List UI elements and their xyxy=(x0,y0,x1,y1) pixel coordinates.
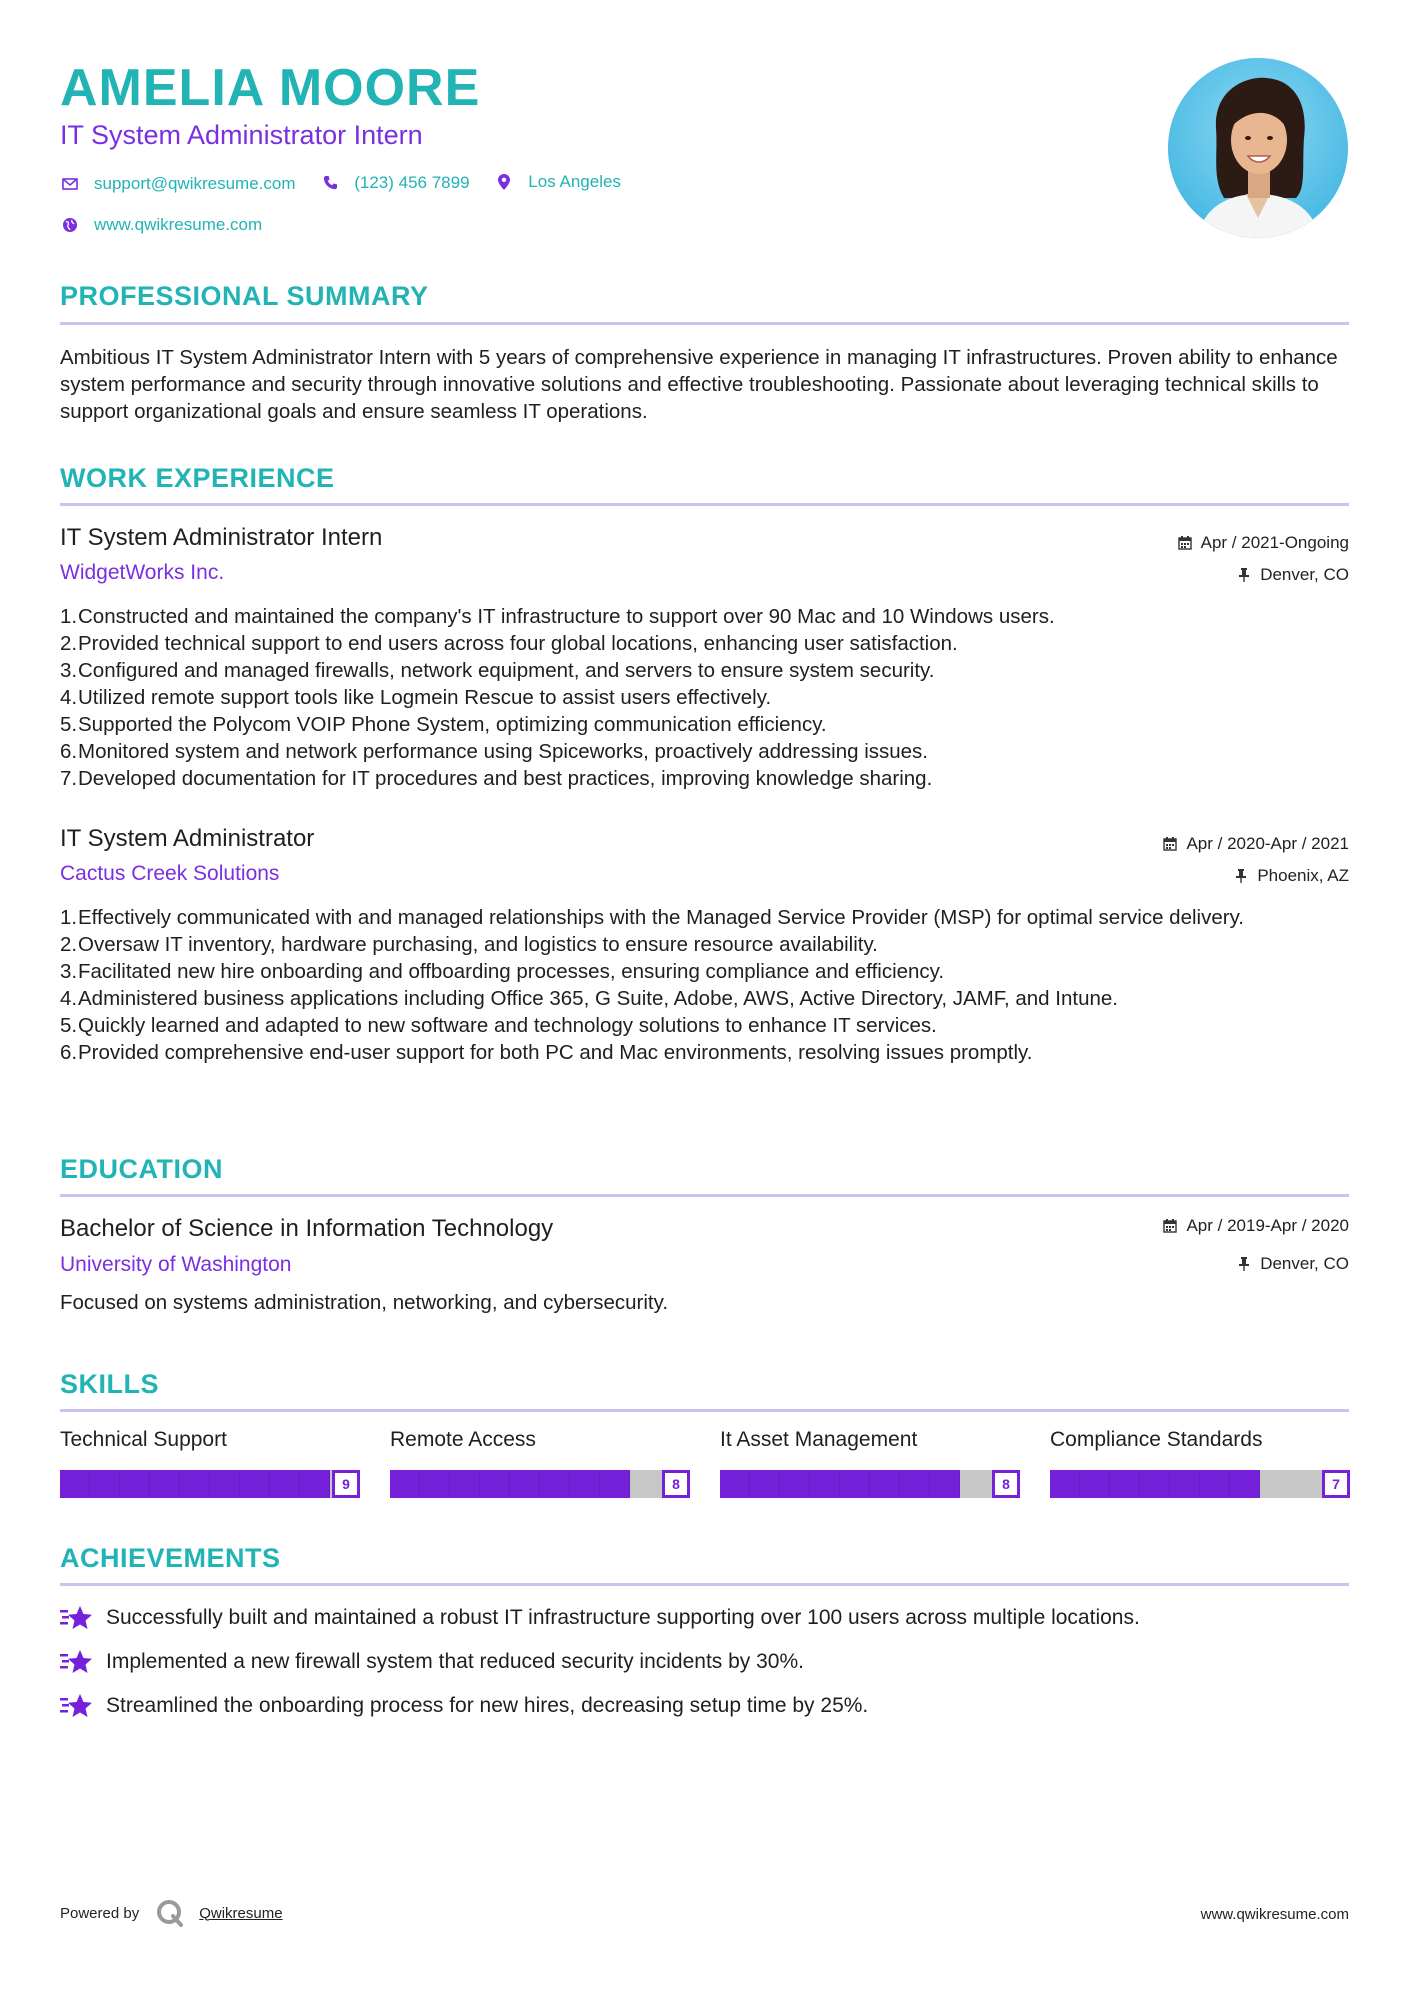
star-icon xyxy=(60,1604,94,1632)
phone-icon xyxy=(320,173,340,193)
section-divider xyxy=(60,1409,1349,1412)
skill-bar-segment xyxy=(720,1470,750,1498)
list-item xyxy=(60,931,1350,958)
list-number: 2. xyxy=(60,632,78,655)
section-divider xyxy=(60,1194,1349,1197)
job-location-text: Phoenix, AZ xyxy=(1257,866,1349,885)
pushpin-icon xyxy=(1236,1256,1252,1272)
skill-bar-segment xyxy=(120,1470,150,1498)
skill-bar-segment xyxy=(900,1470,930,1498)
skill-score-badge: 9 xyxy=(332,1470,360,1498)
skill-bar-segment xyxy=(210,1470,240,1498)
skill-level-bar xyxy=(60,1470,360,1498)
school-name: University of Washington xyxy=(60,1253,292,1276)
list-item-text: Constructed and maintained the company's IT infrastructure to support over 90 Mac and 10 Windows users. xyxy=(78,605,1055,628)
pushpin-icon xyxy=(1236,567,1252,583)
education-location xyxy=(1236,1254,1349,1274)
skill-bar-segment xyxy=(90,1470,120,1498)
skill-level-bar xyxy=(390,1470,690,1498)
job-location-text: Denver, CO xyxy=(1260,565,1349,584)
skill-bar-segment xyxy=(1260,1470,1290,1498)
list-item-text: Quickly learned and adapted to new software and technology solutions to enhance IT services. xyxy=(78,1014,937,1037)
profile-photo xyxy=(1168,58,1348,238)
skill-item xyxy=(720,1428,1020,1498)
skill-bar-segment xyxy=(1050,1470,1080,1498)
skill-name: Remote Access xyxy=(390,1428,536,1451)
globe-icon xyxy=(60,215,80,235)
achievement-text: Successfully built and maintained a robust IT infrastructure supporting over 100 users across multiple locations. xyxy=(106,1606,1140,1629)
skill-item xyxy=(60,1428,360,1498)
star-icon xyxy=(60,1692,94,1720)
list-item-text: Effectively communicated with and managed relationships with the Managed Service Provider (MSP) for optimal service delivery. xyxy=(78,906,1244,929)
skill-bar-segment xyxy=(1140,1470,1170,1498)
skill-level-bar xyxy=(720,1470,1020,1498)
skill-name: Compliance Standards xyxy=(1050,1428,1263,1451)
company-name: Cactus Creek Solutions xyxy=(60,862,280,885)
skill-bar-segment xyxy=(1290,1470,1320,1498)
summary-heading: PROFESSIONAL SUMMARY xyxy=(60,281,429,311)
job-dates xyxy=(1162,834,1349,854)
section-divider xyxy=(60,503,1349,506)
calendar-icon xyxy=(1162,1218,1178,1234)
skill-score-badge: 7 xyxy=(1322,1470,1350,1498)
website-contact[interactable] xyxy=(60,215,262,235)
skill-bar-segment xyxy=(960,1470,990,1498)
list-number: 1. xyxy=(60,906,78,929)
achievement-item xyxy=(60,1648,804,1676)
candidate-name: AMELIA MOORE xyxy=(60,59,481,117)
list-item-text: Oversaw IT inventory, hardware purchasing, and logistics to ensure resource availability. xyxy=(78,933,878,956)
degree-title: Bachelor of Science in Information Technology xyxy=(60,1215,554,1242)
list-item xyxy=(60,1039,1350,1066)
star-icon xyxy=(60,1648,94,1676)
skill-bar-segment xyxy=(450,1470,480,1498)
achievement-item xyxy=(60,1604,1140,1632)
list-item-text: Configured and managed firewalls, network equipment, and servers to ensure system security. xyxy=(78,659,935,682)
job-duties-list xyxy=(60,603,1350,792)
skill-score-badge: 8 xyxy=(662,1470,690,1498)
education-dates-text: Apr / 2019-Apr / 2020 xyxy=(1186,1216,1349,1235)
qwikresume-logo-icon xyxy=(155,1898,185,1928)
skill-bar-segment xyxy=(1080,1470,1110,1498)
list-item xyxy=(60,684,1350,711)
list-item-text: Facilitated new hire onboarding and offboarding processes, ensuring compliance and efficiency. xyxy=(78,960,945,983)
list-item-text: Utilized remote support tools like Logmein Rescue to assist users effectively. xyxy=(78,686,772,709)
list-item-text: Supported the Polycom VOIP Phone System, optimizing communication efficiency. xyxy=(78,713,827,736)
skill-bar-segment xyxy=(270,1470,300,1498)
list-number: 7. xyxy=(60,767,78,790)
list-item xyxy=(60,657,1350,684)
skill-name: It Asset Management xyxy=(720,1428,918,1451)
skill-bar-segment xyxy=(750,1470,780,1498)
achievements-heading: ACHIEVEMENTS xyxy=(60,1543,281,1573)
footer-website[interactable]: www.qwikresume.com xyxy=(1200,1906,1349,1923)
list-number: 4. xyxy=(60,686,78,709)
skill-bar-segment xyxy=(1110,1470,1140,1498)
contact-row xyxy=(60,172,641,195)
skill-item xyxy=(390,1428,690,1498)
skill-bar-segment xyxy=(600,1470,630,1498)
map-pin-icon xyxy=(494,172,514,192)
job-title: IT System Administrator Intern xyxy=(60,524,383,551)
education-description: Focused on systems administration, networking, and cybersecurity. xyxy=(60,1291,669,1314)
list-number: 6. xyxy=(60,740,78,763)
skill-bar-segment xyxy=(1200,1470,1230,1498)
job-location xyxy=(1233,866,1349,886)
skill-item xyxy=(1050,1428,1350,1498)
list-number: 5. xyxy=(60,713,78,736)
list-item xyxy=(60,765,1350,792)
qwikresume-link[interactable]: Qwikresume xyxy=(199,1904,283,1922)
skill-bar-segment xyxy=(390,1470,420,1498)
list-item-text: Monitored system and network performance using Spiceworks, proactively addressing issues. xyxy=(78,740,928,763)
email-contact[interactable] xyxy=(60,174,296,194)
list-number: 3. xyxy=(60,960,78,983)
job-title: IT System Administrator xyxy=(60,825,315,852)
skill-bar-segment xyxy=(240,1470,270,1498)
achievement-item xyxy=(60,1692,868,1720)
education-heading: EDUCATION xyxy=(60,1154,223,1184)
skill-bar-segment xyxy=(1230,1470,1260,1498)
envelope-icon xyxy=(60,174,80,194)
section-divider xyxy=(60,1583,1349,1586)
phone-contact[interactable] xyxy=(320,173,469,193)
list-item xyxy=(60,738,1350,765)
location-text: Los Angeles xyxy=(528,172,621,191)
skill-bar-segment xyxy=(630,1470,660,1498)
calendar-icon xyxy=(1177,535,1193,551)
skill-name: Technical Support xyxy=(60,1428,227,1451)
skill-bar-segment xyxy=(1170,1470,1200,1498)
list-number: 6. xyxy=(60,1041,78,1064)
list-item xyxy=(60,1012,1350,1039)
phone-text: (123) 456 7899 xyxy=(354,172,470,192)
list-number: 5. xyxy=(60,1014,78,1037)
list-item xyxy=(60,711,1350,738)
list-item xyxy=(60,904,1350,931)
list-number: 1. xyxy=(60,605,78,628)
list-item xyxy=(60,603,1350,630)
skill-bar-segment xyxy=(420,1470,450,1498)
skills-heading: SKILLS xyxy=(60,1369,160,1399)
list-number: 2. xyxy=(60,933,78,956)
skill-bar-segment xyxy=(570,1470,600,1498)
skill-bar-segment xyxy=(780,1470,810,1498)
job-dates xyxy=(1177,533,1349,553)
list-item-text: Provided comprehensive end-user support for both PC and Mac environments, resolving issues promptly. xyxy=(78,1041,1033,1064)
education-location-text: Denver, CO xyxy=(1260,1254,1349,1273)
job-duties-list xyxy=(60,904,1350,1066)
achievement-text: Streamlined the onboarding process for new hires, decreasing setup time by 25%. xyxy=(106,1694,869,1717)
job-dates-text: Apr / 2021-Ongoing xyxy=(1200,533,1349,552)
list-item-text: Provided technical support to end users across four global locations, enhancing user satisfaction. xyxy=(78,632,958,655)
skill-bar-segment xyxy=(480,1470,510,1498)
powered-by-text: Powered by xyxy=(60,1904,140,1922)
job-dates-text: Apr / 2020-Apr / 2021 xyxy=(1186,834,1349,853)
list-number: 4. xyxy=(60,987,78,1010)
calendar-icon xyxy=(1162,836,1178,852)
achievement-text: Implemented a new firewall system that reduced security incidents by 30%. xyxy=(106,1650,804,1673)
list-number: 3. xyxy=(60,659,78,682)
list-item xyxy=(60,958,1350,985)
candidate-title: IT System Administrator Intern xyxy=(60,120,423,150)
pushpin-icon xyxy=(1233,868,1249,884)
job-location xyxy=(1236,565,1349,585)
section-divider xyxy=(60,322,1349,325)
education-dates xyxy=(1162,1216,1349,1236)
list-item-text: Developed documentation for IT procedures and best practices, improving knowledge sharing. xyxy=(78,767,933,790)
company-name: WidgetWorks Inc. xyxy=(60,561,225,584)
location-contact xyxy=(494,172,621,192)
footer-branding xyxy=(60,1898,283,1928)
skill-bar-segment xyxy=(810,1470,840,1498)
list-item xyxy=(60,630,1350,657)
skill-bar-segment xyxy=(540,1470,570,1498)
experience-heading: WORK EXPERIENCE xyxy=(60,463,335,493)
skill-bar-segment xyxy=(870,1470,900,1498)
email-text: support@qwikresume.com xyxy=(94,174,296,193)
skill-bar-segment xyxy=(930,1470,960,1498)
website-text: www.qwikresume.com xyxy=(94,215,263,234)
skill-level-bar xyxy=(1050,1470,1350,1498)
skill-bar-segment xyxy=(300,1470,330,1498)
skill-bar-segment xyxy=(150,1470,180,1498)
list-item xyxy=(60,985,1350,1012)
skill-score-badge: 8 xyxy=(992,1470,1020,1498)
skill-bar-segment xyxy=(180,1470,210,1498)
skill-bar-segment xyxy=(60,1470,90,1498)
skill-bar-segment xyxy=(510,1470,540,1498)
summary-text: Ambitious IT System Administrator Intern with 5 years of comprehensive experience in managing IT infrastructures. Proven ability to enhance system performance and security through innovative solutions and effective troubleshooting. Passionate about leveraging technical skills to support organizational goals and ensure seamless IT operations. xyxy=(60,346,1338,423)
skill-bar-segment xyxy=(840,1470,870,1498)
list-item-text: Administered business applications including Office 365, G Suite, Adobe, AWS, Active Directory, JAMF, and Intune. xyxy=(78,987,1118,1010)
